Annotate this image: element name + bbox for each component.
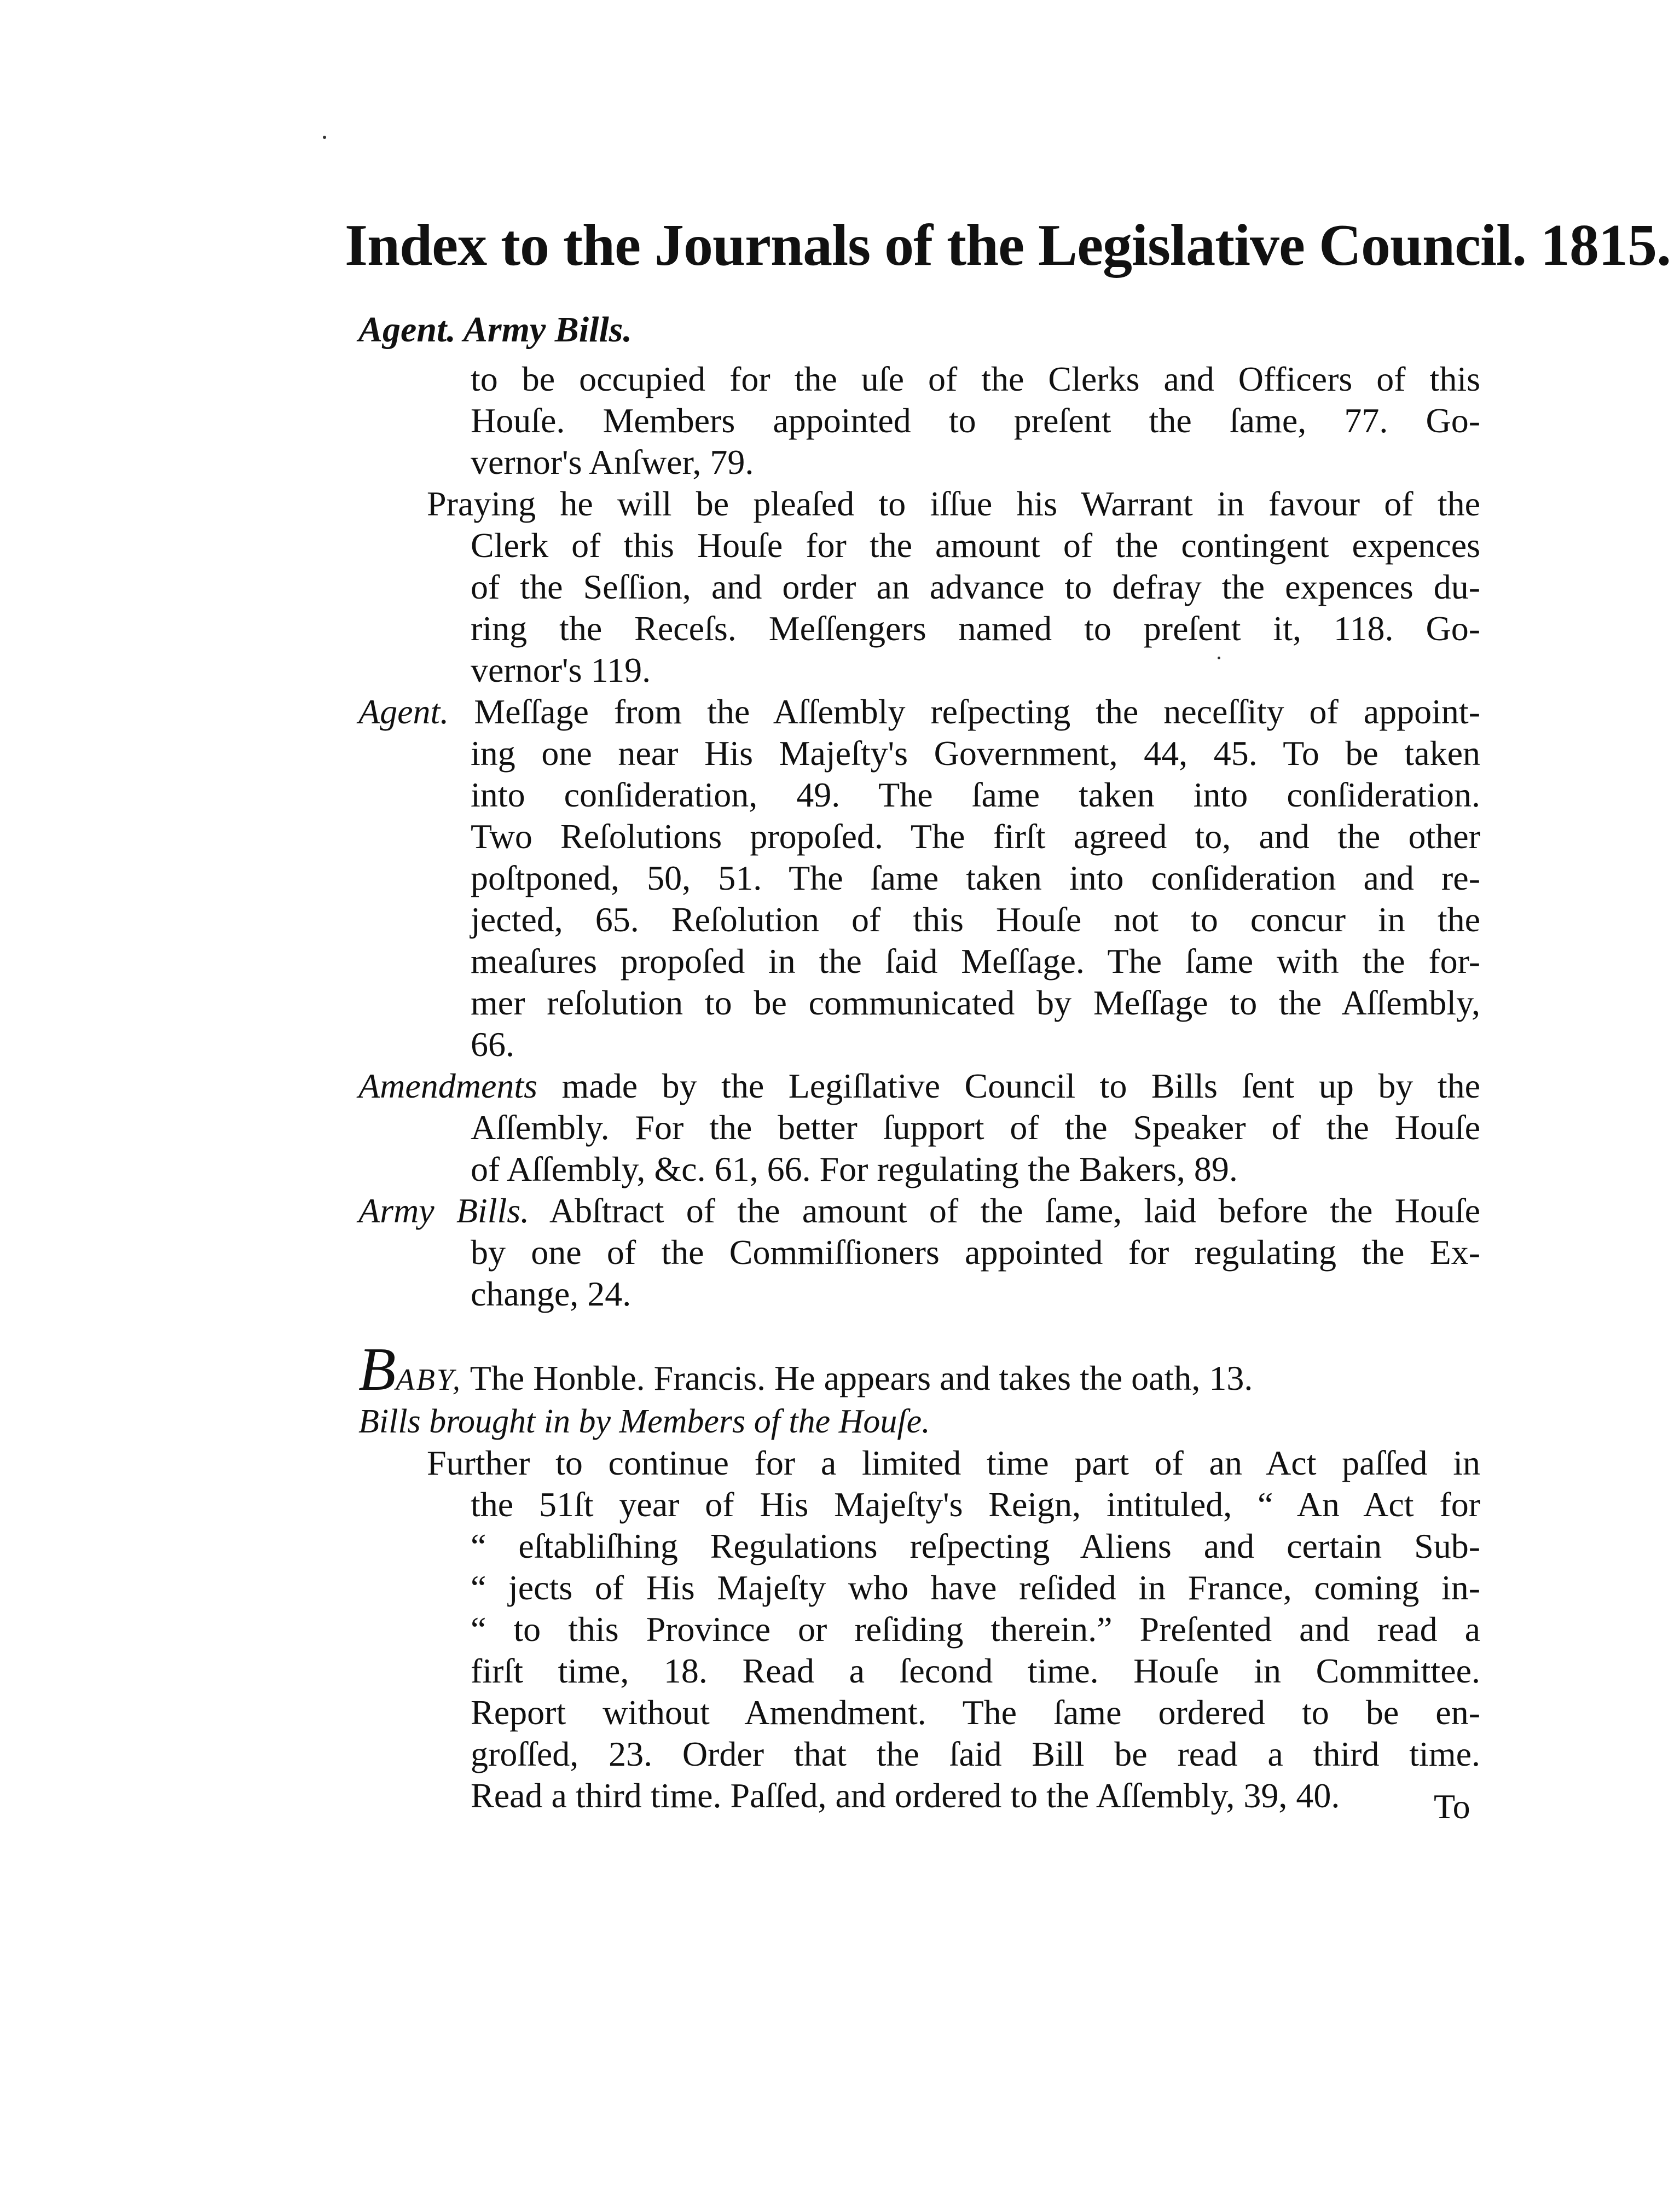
entry-continuation xyxy=(358,358,1480,483)
text-line: meaſures propoſed in the ſaid Meſſage. The ſame with the for- xyxy=(471,942,1480,981)
index-body xyxy=(358,358,1480,1817)
section-gap xyxy=(358,1315,1480,1353)
text-line: “ eſtabliſhing Regulations reſpecting Aliens and certain Sub- xyxy=(471,1527,1480,1565)
text-line xyxy=(358,1336,1480,1403)
text-line: ing one near His Majeſty's Government, 44, 45. To be taken xyxy=(471,734,1480,773)
entry-baby xyxy=(358,1336,1480,1403)
page-title: Index to the Journals of the Legislative Council. 1815. xyxy=(345,213,1671,278)
text-line: of the Seſſion, and order an advance to defray the expences du- xyxy=(471,567,1480,606)
text-line: vernor's Anſwer, 79. xyxy=(471,443,754,482)
drop-initial: B xyxy=(358,1336,396,1403)
text-line: firſt time, 18. Read a ſecond time. Houſe in Committee. xyxy=(471,1651,1480,1690)
text-line xyxy=(358,1065,1480,1107)
entry-text: made by the Legiſlative Council to Bills ſent up by the xyxy=(561,1066,1481,1105)
page-speck xyxy=(323,136,326,139)
entry-agent xyxy=(358,691,1480,1065)
text-line: Read a third time. Paſſed, and ordered to the Aſſembly, 39, 40. xyxy=(471,1776,1340,1815)
text-line: of Aſſembly, &c. 61, 66. For regulating the Bakers, 89. xyxy=(471,1150,1238,1188)
text-line: Further to continue for a limited time part of an Act paſſed in xyxy=(427,1443,1480,1482)
entry-amendments xyxy=(358,1065,1480,1190)
text-line: Report without Amendment. The ſame ordered to be en- xyxy=(471,1693,1480,1732)
section-heading: Bills brought in by Members of the Houſe. xyxy=(358,1403,930,1440)
text-line: into conſideration, 49. The ſame taken into conſideration. xyxy=(471,775,1480,814)
text-line: “ jects of His Majeſty who have reſided in France, coming in- xyxy=(471,1568,1480,1607)
text-line: the 51ſt year of His Majeſty's Reign, intituled, “ An Act for xyxy=(471,1485,1480,1524)
entry-text: Abſtract of the amount of the ſame, laid before the Houſe xyxy=(549,1191,1481,1230)
text-line: Clerk of this Houſe for the amount of the contingent expences xyxy=(471,526,1480,565)
text-line: Houſe. Members appointed to preſent the ſame, 77. Go- xyxy=(471,401,1480,440)
text-line: Two Reſolutions propoſed. The firſt agreed to, and the other xyxy=(471,817,1480,856)
entry-bills xyxy=(358,1442,1480,1817)
text-line: vernor's 119. xyxy=(471,651,651,689)
text-line: change, 24. xyxy=(471,1274,632,1313)
entry-heading: Amendments xyxy=(358,1066,538,1105)
text-line: groſſed, 23. Order that the ſaid Bill be read a third time. xyxy=(471,1734,1480,1773)
entry-text: The Honble. Francis. He appears and takes the oath, 13. xyxy=(470,1359,1253,1397)
entry-praying xyxy=(358,483,1480,691)
text-line: ring the Receſs. Meſſengers named to preſent it, 118. Go- xyxy=(471,609,1480,648)
text-line: by one of the Commiſſioners appointed for regulating the Ex- xyxy=(471,1233,1480,1272)
text-line: Aſſembly. For the better ſupport of the Speaker of the Houſe xyxy=(471,1108,1480,1147)
text-line: to be occupied for the uſe of the Clerks and Officers of this xyxy=(471,359,1480,398)
text-line xyxy=(358,691,1480,733)
text-line: jected, 65. Reſolution of this Houſe not to concur in the xyxy=(471,900,1480,939)
entry-heading: Agent. xyxy=(358,692,449,731)
text-line: Praying he will be pleaſed to iſſue his Warrant in favour of the xyxy=(427,484,1480,523)
entry-heading: Army Bills. xyxy=(358,1191,530,1230)
text-line: 66. xyxy=(471,1025,514,1064)
text-line: poſtponed, 50, 51. The ſame taken into conſideration and re- xyxy=(471,858,1480,897)
entry-army-bills xyxy=(358,1190,1480,1315)
catchword: To xyxy=(1434,1787,1470,1826)
running-head: Agent. Army Bills. xyxy=(358,310,632,350)
entry-text: Meſſage from the Aſſembly reſpecting the neceſſity of appoint- xyxy=(474,692,1481,731)
entry-heading: ABY, xyxy=(396,1363,462,1397)
text-line: mer reſolution to be communicated by Meſſage to the Aſſembly, xyxy=(471,983,1480,1022)
text-line: “ to this Province or reſiding therein.” Preſented and read a xyxy=(471,1610,1480,1649)
text-line xyxy=(358,1190,1480,1232)
